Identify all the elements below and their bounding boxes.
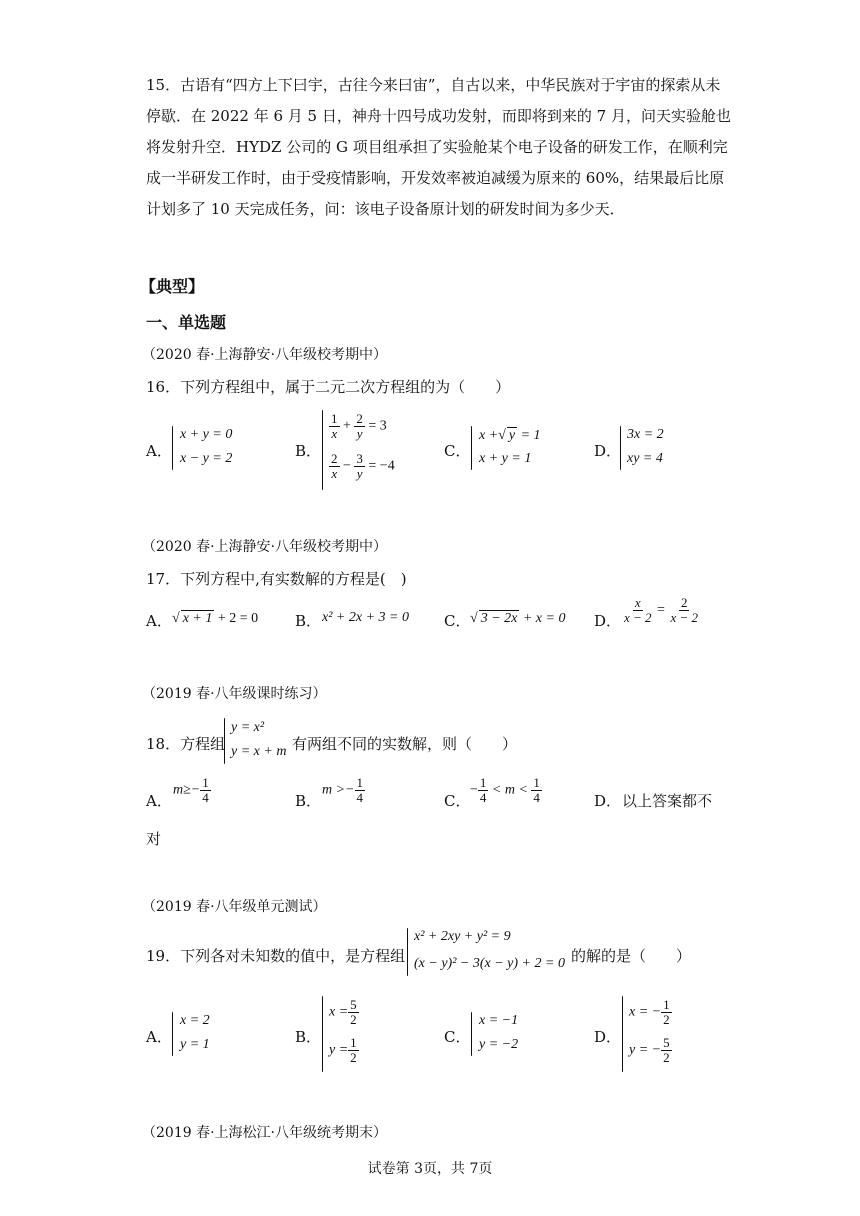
q19-system-line1: x² + 2xy + y² = 9 <box>414 929 511 944</box>
q16-d-line1: 3x = 2 <box>627 427 664 442</box>
q19-d-line1: x = − $\frac{1}{2}$ <box>629 997 670 1027</box>
q19-a-line1: x = 2 <box>180 1013 210 1028</box>
q18-system-brace <box>224 718 225 764</box>
q17-d-expr: $\frac{x}{x - 2}$ = $\frac{2}{x - 2}$ <box>624 595 698 625</box>
q16-a-line1: x + y = 0 <box>180 427 233 442</box>
q19-b-line2: y = $\frac{1}{2}$ <box>329 1035 357 1065</box>
q16-c-brace <box>471 426 472 470</box>
q15-line-5: 计划多了 10 天完成任务，问：该电子设备原计划的研发时间为多少天． <box>146 200 625 218</box>
q18-a-expr: m≥− $\frac{1}{4}$ <box>173 775 209 805</box>
q19-system-line2: (x − y)² − 3(x − y) + 2 = 0 <box>414 956 565 971</box>
q16-c-line2: x + y = 1 <box>479 451 532 466</box>
q19-d-line2: y = − $\frac{5}{2}$ <box>629 1035 670 1065</box>
q16-option-d-label: D． <box>594 442 622 460</box>
q16-stem: 16．下列方程组中，属于二元二次方程组的为（ ） <box>146 378 511 396</box>
q19-source: （2019 春·八年级单元测试） <box>142 899 327 915</box>
q19-b-brace <box>322 996 323 1072</box>
q18-option-b-label: B． <box>295 792 322 810</box>
q16-c-line1: x +√ y = 1 <box>479 428 541 443</box>
q16-d-line2: xy = 4 <box>627 451 663 466</box>
q18-d-text-1: 以上答案都不 <box>622 792 713 810</box>
q19-option-d-label: D． <box>594 1028 622 1046</box>
q17-option-c-label: C． <box>444 612 471 630</box>
q16-option-a-label: A． <box>146 442 172 460</box>
q17-stem: 17．下列方程中,有实数解的方程是( ) <box>146 570 407 588</box>
q16-b-line2: $\frac{2}{x}$ − $\frac{3}{y}$ = −4 <box>331 451 395 481</box>
question-15-text <box>146 70 731 225</box>
q16-b-brace <box>322 410 323 490</box>
q16-d-brace <box>620 426 621 470</box>
section-subheading: 一、单选题 <box>146 313 227 332</box>
q17-option-a-label: A． <box>146 612 172 630</box>
q18-option-d-label: D． <box>594 792 622 810</box>
q19-c-line1: x = −1 <box>479 1013 519 1028</box>
q16-option-b-label: B． <box>295 442 322 460</box>
section-heading: 【典型】 <box>140 277 205 296</box>
q16-a-brace <box>172 426 173 470</box>
q17-source: （2020 春·上海静安·八年级校考期中） <box>142 539 387 555</box>
q19-option-c-label: C． <box>444 1028 471 1046</box>
q17-a-expr: √ x + 1 + 2 = 0 <box>172 611 259 626</box>
q19-a-brace <box>172 1012 173 1056</box>
q18-system-line1: y = x² <box>231 720 265 735</box>
page-footer: 试卷第 3页，共 7页 <box>367 1161 493 1177</box>
q17-option-d-label: D． <box>594 612 622 630</box>
q16-option-c-label: C． <box>444 442 471 460</box>
q18-source: （2019 春·八年级课时练习） <box>142 686 327 702</box>
q17-option-b-label: B． <box>295 612 322 630</box>
q18-option-c-label: C． <box>444 792 471 810</box>
q19-a-line2: y = 1 <box>180 1037 210 1052</box>
q15-line-1: 15．古语有“四方上下曰宇，古往今来曰宙”，自古以来，中华民族对于宇宙的探索从未 <box>146 76 721 94</box>
q19-c-brace <box>471 1012 472 1056</box>
q19-c-line2: y = −2 <box>479 1037 519 1052</box>
q18-d-text-2: 对 <box>146 830 162 848</box>
q18-system-line2: y = x + m <box>231 744 287 759</box>
q18-b-expr: m >− $\frac{1}{4}$ <box>322 775 364 805</box>
q19-stem-pre: 19．下列各对未知数的值中，是方程组 <box>146 947 406 965</box>
q17-b-expr: x² + 2x + 3 = 0 <box>322 610 409 625</box>
q16-b-line1: $\frac{1}{x}$ + $\frac{2}{y}$ = 3 <box>331 411 387 441</box>
q18-c-expr: − $\frac{1}{4}$ < m < $\frac{1}{4}$ <box>470 775 540 805</box>
q15-line-2: 停歇．在 2022 年 6 月 5 日，神舟十四号成功发射，而即将到来的 7 月，问天实验舱也 <box>146 107 731 125</box>
q19-b-line1: x = $\frac{5}{2}$ <box>329 997 357 1027</box>
q18-stem-pre: 18．方程组 <box>146 735 226 753</box>
q16-source: （2020 春·上海静安·八年级校考期中） <box>142 347 387 363</box>
q20-source: （2019 春·上海松江·八年级统考期末） <box>142 1125 387 1141</box>
q17-c-expr: √ 3 − 2x + x = 0 <box>470 611 566 626</box>
q18-option-a-label: A． <box>146 792 172 810</box>
q15-line-3: 将发射升空．HYDZ 公司的 G 项目组承担了实验舱某个电子设备的研发工作，在顺利完 <box>146 138 728 156</box>
q18-stem-post: 有两组不同的实数解，则（ ） <box>292 735 518 753</box>
q19-system-brace <box>407 928 408 976</box>
q19-stem-post: 的解的是（ ） <box>571 947 692 965</box>
q19-option-a-label: A． <box>146 1028 172 1046</box>
q19-option-b-label: B． <box>295 1028 322 1046</box>
q19-d-brace <box>622 996 623 1072</box>
q16-a-line2: x − y = 2 <box>180 451 233 466</box>
q15-line-4: 成一半研发工作时，由于受疫情影响，开发效率被迫减缓为原来的 60%，结果最后比原 <box>146 169 725 187</box>
